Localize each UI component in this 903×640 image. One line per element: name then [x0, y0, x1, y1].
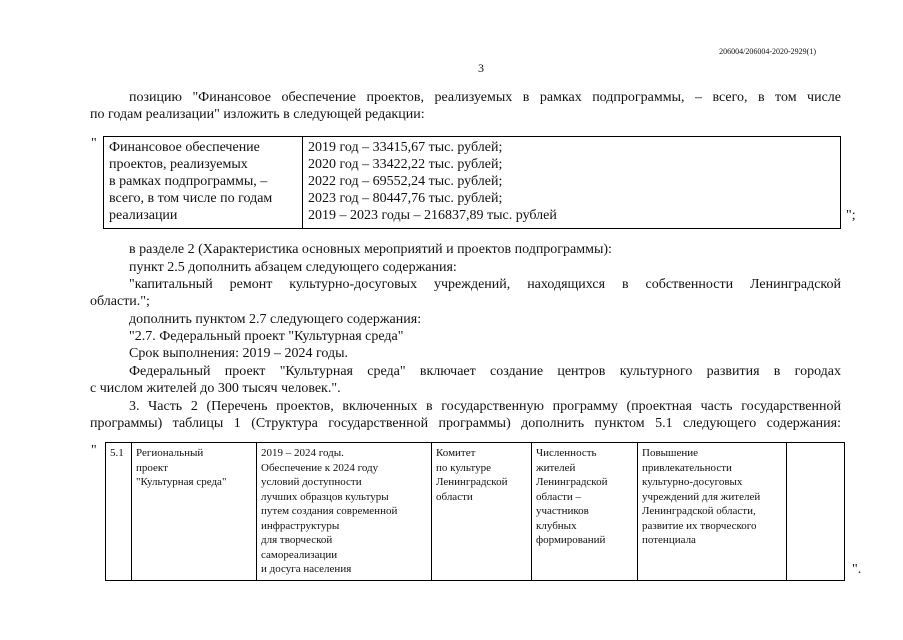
paragraph-part-2-line-1: 3. Часть 2 (Перечень проектов, включенных в государственную программу (проектная часть государственной [129, 399, 841, 414]
project-responsible-cell [432, 443, 532, 581]
project-responsible-line: области [436, 490, 473, 503]
finance-label-line: всего, в том числе по годам [109, 191, 273, 206]
project-responsible-line: Ленинградской [436, 476, 508, 488]
project-participants-line: Численность [536, 447, 597, 459]
finance-label-line: реализации [109, 208, 178, 223]
close-quote: "; [846, 208, 856, 223]
project-result-line: Ленинградской области, [642, 505, 756, 517]
project-table [105, 442, 845, 581]
close-quote: ". [852, 562, 862, 577]
finance-table [103, 136, 841, 229]
intro-line-1: позицию "Финансовое обеспечение проектов, реализуемых в рамках подпрограммы, – всего, в том числе [129, 90, 841, 105]
paragraph-capital-repair-line-1: "капитальный ремонт культурно-досуговых учреждений, находящихся в собственности Ленинградской [129, 277, 841, 292]
project-description-line: условий доступности [261, 476, 362, 488]
finance-values-cell [303, 137, 841, 229]
paragraph-point-2-7: дополнить пунктом 2.7 следующего содержания: [129, 312, 422, 327]
paragraph-section-2: в разделе 2 (Характеристика основных мероприятий и проектов подпрограммы): [129, 242, 612, 257]
table-row [106, 443, 845, 581]
project-name-line: проект [136, 461, 168, 474]
open-quote: " [91, 136, 97, 151]
project-result-cell [638, 443, 787, 581]
finance-label-line: проектов, реализуемых [109, 157, 248, 172]
project-participants-cell [532, 443, 638, 581]
project-participants-line: формирований [536, 534, 606, 546]
finance-value-line: 2023 год – 80447,76 тыс. рублей; [308, 191, 503, 206]
paragraph-part-2-line-2: программы) таблицы 1 (Структура государственной программы) дополнить пунктом 5.1 следующего содержания: [90, 416, 841, 431]
project-participants-line: области – [536, 490, 582, 503]
page-number: 3 [478, 61, 484, 75]
paragraph-federal-project-line-1: Федеральный проект "Культурная среда" включает создание центров культурного развития в городах [129, 364, 841, 379]
project-number-cell [106, 443, 132, 581]
project-description-line: Обеспечение к 2024 году [261, 461, 379, 474]
intro-line-2: по годам реализации" изложить в следующей редакции: [90, 107, 425, 122]
project-participants-line: клубных [536, 519, 577, 532]
project-responsible-line: Комитет [436, 447, 476, 459]
paragraph-federal-project-title: "2.7. Федеральный проект "Культурная среда" [129, 329, 404, 344]
finance-label-line: в рамках подпрограммы, – [109, 174, 268, 189]
project-description-line: для творческой [261, 534, 333, 546]
paragraph-term: Срок выполнения: 2019 – 2024 годы. [129, 346, 348, 361]
project-name-line: "Культурная среда" [136, 476, 227, 488]
project-participants-line: Ленинградской [536, 476, 608, 488]
open-quote: " [91, 443, 97, 458]
project-description-line: и досуга населения [261, 563, 352, 575]
paragraph-federal-project-line-2: с числом жителей до 300 тысяч человек.". [90, 381, 341, 396]
finance-value-line: 2019 – 2023 годы – 216837,89 тыс. рублей [308, 208, 557, 223]
finance-value-line: 2022 год – 69552,24 тыс. рублей; [308, 174, 503, 189]
finance-value-line: 2020 год – 33422,22 тыс. рублей; [308, 157, 503, 172]
finance-value-line: 2019 год – 33415,67 тыс. рублей; [308, 140, 503, 155]
project-result-line: потенциала [642, 534, 696, 546]
project-description-line: лучших образцов культуры [261, 490, 389, 503]
project-responsible-line: по культуре [436, 461, 491, 474]
project-result-line: развитие их творческого [642, 519, 757, 532]
document-id: 206004/206004-2020-2929(1) [719, 47, 816, 56]
project-name-cell [132, 443, 257, 581]
project-participants-line: жителей [536, 461, 576, 474]
project-description-cell [257, 443, 432, 581]
project-result-line: привлекательности [642, 461, 732, 474]
project-result-line: культурно-досуговых [642, 476, 743, 488]
project-result-line: Повышение [642, 447, 699, 459]
project-description-line: 2019 – 2024 годы. [261, 447, 344, 459]
project-participants-line: участников [536, 505, 589, 517]
project-description-line: инфраструктуры [261, 519, 340, 532]
project-description-line: самореализации [261, 548, 338, 561]
project-empty-cell [787, 443, 845, 581]
project-description-line: путем создания современной [261, 505, 398, 517]
finance-label-line: Финансовое обеспечение [109, 140, 260, 155]
paragraph-capital-repair-line-2: области."; [90, 294, 150, 309]
project-name-line: Региональный [136, 447, 204, 459]
paragraph-point-2-5: пункт 2.5 дополнить абзацем следующего содержания: [129, 260, 457, 275]
project-number: 5.1 [110, 447, 124, 459]
finance-label-cell [104, 137, 303, 229]
project-result-line: учреждений для жителей [642, 490, 761, 503]
